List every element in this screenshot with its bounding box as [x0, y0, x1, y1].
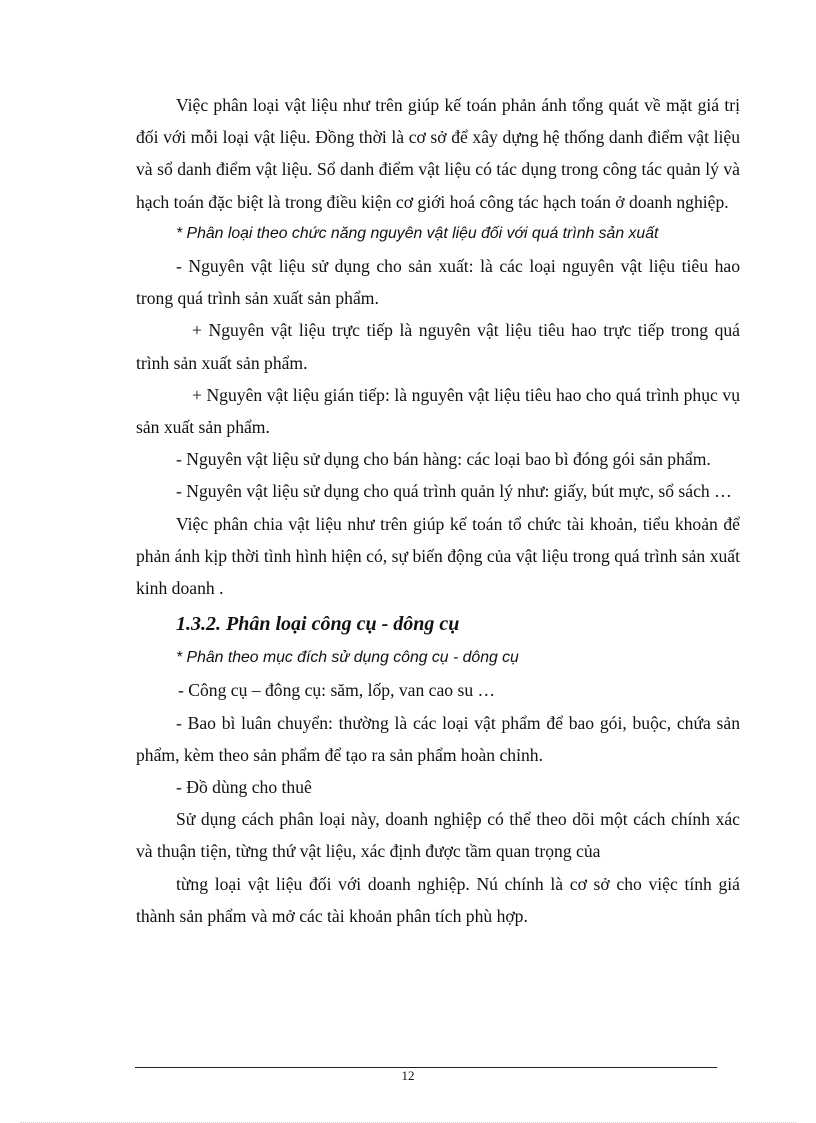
paragraph-packaging: - Bao bì luân chuyển: thường là các loại vật phẩm để bao gói, buộc, chứa sản phẩm, kèm theo sản phẩm để tạo ra sản phẩm hoàn chỉnh. [136, 712, 740, 765]
paragraph-direct-materials: + Nguyên vật liệu trực tiếp là nguyên vật liệu tiêu hao trực tiếp trong quá trình sản xuất sản phẩm. [136, 320, 740, 373]
paragraph-indirect-materials: + Nguyên vật liệu gián tiếp: là nguyên vật liệu tiêu hao cho quá trình phục vụ sản xuất sản phẩm. [136, 384, 740, 438]
paragraph-sales-materials: - Nguyên vật liệu sử dụng cho bán hàng: các loại bao bì đóng gói sản phẩm. [176, 449, 711, 470]
subheading-usage-purpose: * Phân theo mục đích sử dụng công cụ - dông cụ [176, 649, 519, 667]
subheading-function-classification: * Phân loại theo chức năng nguyên vật liệu đối với quá trình sản xuất [176, 224, 659, 242]
paragraph-tools: - Công cụ – đông cụ: săm, lốp, van cao su … [178, 680, 496, 701]
paragraph-classification-benefit: Sử dụng cách phân loại này, doanh nghiệp có thể theo dõi một cách chính xác và thuận tiện, từng thứ vật liệu, xác định được tầm quan trọng của [136, 809, 740, 862]
paragraph-classification-purpose: Việc phân loại vật liệu như trên giúp kế toán phản ánh tổng quát về mặt giá trị đối với mỗi loại vật liệu. Đồng thời là cơ sở để xây dựng hệ thống danh điểm vật liệu và sổ danh điểm vật liệu. Sổ danh điểm vật liệu có tác dụng trong công tác quản lý và hạch toán đặc biệt là trong điều kiện cơ giới hoá công tác hạch toán ở doanh nghiệp. [136, 95, 740, 212]
paragraph-classification-benefit-continued: từng loại vật liệu đối với doanh nghiệp. Nú chính là cơ sở cho việc tính giá thành sản phẩm và mở các tài khoản phân tích phù hợp. [136, 873, 740, 926]
paragraph-management-materials: - Nguyên vật liệu sử dụng cho quá trình quản lý như: giấy, bút mực, sổ sách … [176, 481, 732, 502]
paragraph-rental-items: - Đồ dùng cho thuê [176, 777, 312, 798]
paragraph-accounts-organization: Việc phân chia vật liệu như trên giúp kế toán tổ chức tài khoản, tiểu khoản để phản ánh kịp thời tình hình hiện có, sự biến động của vật liệu trong quá trình sản xuất kinh doanh . [136, 513, 740, 599]
document-body [136, 89, 740, 932]
paragraph-production-materials: - Nguyên vật liệu sử dụng cho sản xuất: là các loại nguyên vật liệu tiêu hao trong quá trình sản xuất sản phẩm. [136, 256, 740, 309]
page-number: 12 [401, 1068, 415, 1083]
section-heading-tools-classification: 1.3.2. Phân loại công cụ - dông cụ [176, 613, 460, 636]
